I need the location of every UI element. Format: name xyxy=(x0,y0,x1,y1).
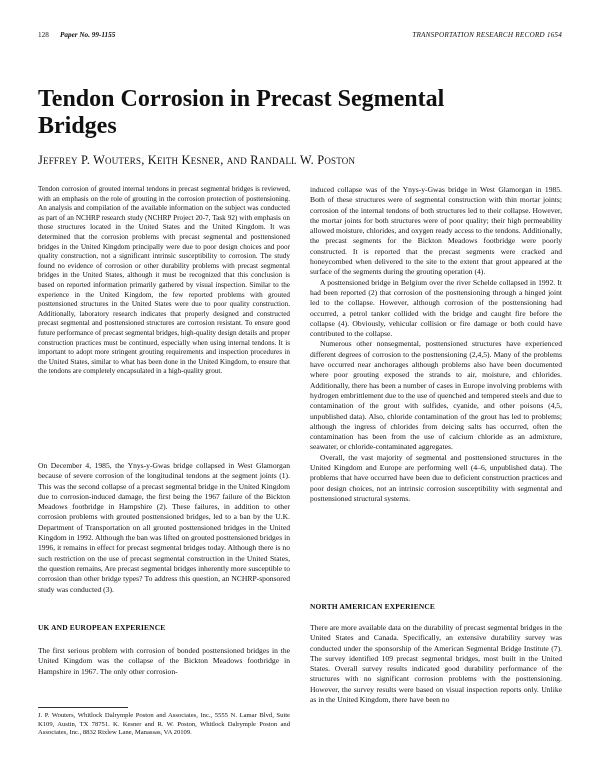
right-paragraph-1: induced collapse was of the Ynys-y-Gwas bridge in West Glamorgan in 1985. Both of these structures were of segmental construction with thin mortar joints; corrosion of the internal tendons of both structures led to their collapse. However, the mortar joints for both structures were of poor quality; their high permeability allowed moisture, chlorides, and oxygen ready access to the tendons. Additionally, the precast segments for the Bickton Meadows footbridge were poorly constructed. It is reported that the precast segments were cracked and honeycombed when delivered to the site to the extent that grout appeared at the surface of the segments during the grouting operation (4). xyxy=(310,185,562,277)
right-column xyxy=(310,185,562,504)
right-paragraph-3: Numerous other nonsegmental, posttensioned structures have experienced different degrees of corrosion to the posttensioning (2,4,5). Many of the problems have occurred near anchorages although problems also have been documented where poor grouting exposed the strands to air, moisture, and chlorides. Additionally, there has been a number of cases in Europe involving problems with hydrogen embrittlement due to the use of quenched and tempered steels and due to contamination of the grout with sulfides, cyanide, and other poisons (4,5, unpublished data). Also, chloride contamination of the grout has led to problems; although the ingress of chlorides from deicing salts has occurred, often the contamination has been from the use of calcium chloride as an admixture, seawater, or chloride-contaminated aggregates. xyxy=(310,339,562,452)
author-affiliations-footnote: J. P. Wouters, Whitlock Dalrymple Poston and Associates, Inc., 5555 N. Lamar Blvd, Suite K109, Austin, TX 78751. K. Kesner and R. W. Poston, Whitlock Dalrymple Poston and Associates, Inc., 8832 Rixlew Lane, Manassas, VA 20109. xyxy=(38,712,290,737)
page-number: 128 xyxy=(38,31,49,39)
section-heading-north-america: NORTH AMERICAN EXPERIENCE xyxy=(310,602,436,611)
running-header xyxy=(38,31,562,43)
abstract-text: Tendon corrosion of grouted internal tendons in precast segmental bridges is reviewed, with an emphasis on the role of grouting in the corrosion protection of posttensioning. An analysis and compilation of the available information on the subject was conducted as part of an NCHRP research study (NCHRP Project 20-7, Task 92) with emphasis on those structures located in the United States and the United Kingdom. It was determined that the corrosion problems with precast segmental and posttensioned bridges in the United Kingdom principally were due to poor design choices and poor quality construction, not a significant intrinsic susceptibility to corrosion. The study found no evidence of corrosion or other durability problems with precast segmental bridges in the United States, although it must be recognized that this conclusion is based on reported information primarily gathered by visual inspection. Similar to the experience in the United Kingdom, the few reported problems with grouted posttensioned structures in the United States were due to poor quality construction. Additionally, laboratory research indicates that properly designed and constructed precast segmental and posttensioned structures are corrosion resistant. To ensure good future performance of precast segmental bridges, high-quality design details and proper construction practices must be continued, especially when using internal tendons. It is important to adopt more stringent grouting requirements and inspection procedures in the United States, similar to what has been done in the United Kingdom, to ensure that the tendons are completely encapsulated in a high-quality grout. xyxy=(38,185,290,376)
right-paragraph-4: Overall, the vast majority of segmental and posttensioned structures in the United Kingdom and Europe are performing well (4–6, unpublished data). The problems that have occurred have been due to deficient construction practices and poor design choices, not an intrinsic corrosion susceptibility with segmental and posttensioned structural systems. xyxy=(310,452,562,503)
paper-number: Paper No. 99-1155 xyxy=(60,31,116,39)
north-america-paragraph: There are more available data on the durability of precast segmental bridges in the United States and Canada. Specifically, an extensive durability survey was conducted under the sponsorship of the American Segmental Bridge Institute (7). The survey identified 109 precast segmental bridges, most built in the United States. Overall survey results indicated good durability performance of the structures with no significant corrosion problems with the posttensioning. However, the survey results were based on visual inspection reports only. Unlike as in the United Kingdom, there have been no xyxy=(310,623,562,705)
abstract xyxy=(38,185,290,377)
journal-name: TRANSPORTATION RESEARCH RECORD 1654 xyxy=(412,31,562,39)
intro-section xyxy=(38,461,290,595)
right-paragraph-2: A posttensioned bridge in Belgium over the river Schelde collapsed in 1992. It had been reported (2) that corrosion of the posttensioning through a hinged joint led to the collapse. However, although corrosion of the posttensioning had occurred, a petrol tanker collided with the bridge and caught fire before the collapse (4). Obviously, vehicular collision or fire damage or both could have contributed to the collapse. xyxy=(310,277,562,339)
author-list: Jeffrey P. Wouters, Keith Kesner, and Randall W. Poston xyxy=(38,153,356,167)
north-america-section xyxy=(310,623,562,705)
uk-section-start xyxy=(38,646,290,677)
paper-title: Tendon Corrosion in Precast Segmental Bridges xyxy=(38,86,445,139)
uk-paragraph: The first serious problem with corrosion of bonded posttensioned bridges in the United Kingdom was the collapse of the Bickton Meadows footbridge in Hampshire in 1967. The only other corrosion- xyxy=(38,646,290,676)
intro-paragraph: On December 4, 1985, the Ynys-y-Gwas bridge collapsed in West Glamorgan because of severe corrosion of the longitudinal tendons at the segment joints (1). This was the second collapse of a precast segmental bridge in the United Kingdom due to corrosion-induced damage, the first being the 1967 failure of the Bickton Meadows footbridge in Hampshire (2). These failures, in addition to other corrosion problems with grouted posttensioned bridges, led to a ban by the U.K. Department of Transportation on all grouted posttensioned bridges in the United Kingdom in 1992. Although the ban was lifted on grouted posttensioned bridges in 1996, it remains in effect for precast segmental bridges today. Although there is no such restriction on the use of precast segmental construction in the United States, the question remains, Are precast segmental bridges inherently more susceptible to corrosion than other bridge types? To address this question, an NCHRP-sponsored study was conducted (3). xyxy=(38,461,290,594)
section-heading-uk: UK AND EUROPEAN EXPERIENCE xyxy=(38,623,166,632)
footnote-rule xyxy=(38,707,128,708)
